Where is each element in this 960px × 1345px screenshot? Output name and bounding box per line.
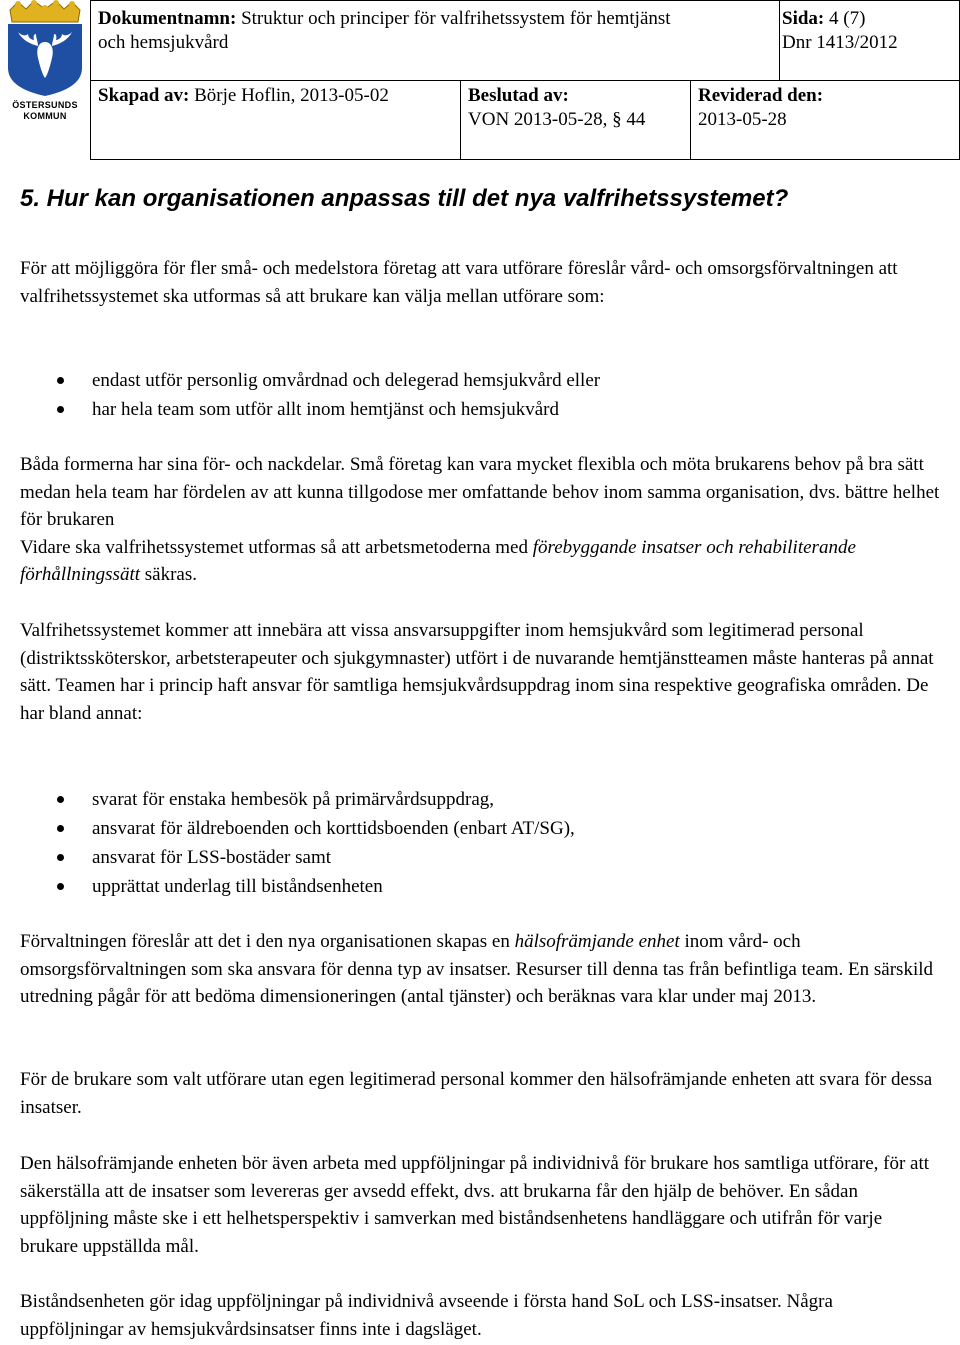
doc-name-label: Dokumentnamn:: [98, 8, 237, 29]
list-item: [20, 395, 940, 424]
para2-text-c: säkras.: [144, 564, 197, 585]
para2-text-a: Båda formerna har sina för- och nackdelar. Små företag kan vara mycket flexibla och möta brukarens behov på bra sätt medan hela team har fördelen av att kunna tillgodose mer omfattande behov inom samma organisation, dvs. bättre helhet för brukaren: [20, 454, 940, 530]
bullet-icon: [57, 406, 64, 413]
para4-text-b: inom vård- och omsorgsförvaltningen som ska ansvara för denna typ av insatser. Resurser till denna tas från befintliga team. En särskild utredning pågår för att bedöma dimensioneringen (antal tjänster) och beräknas vara klar under maj 2013.: [20, 931, 934, 1007]
health-unit-paragraph: [20, 928, 940, 1011]
created-value: Börje Hoflin, 2013-05-02: [194, 85, 389, 106]
dnr-value: Dnr 1413/2012: [782, 32, 898, 53]
bullet-icon: [57, 883, 64, 890]
page-cell: [782, 7, 956, 55]
bistand-paragraph: Biståndsenheten gör idag uppföljningar på individnivå avseende i första hand SoL och LSS-insatser. Några uppföljningar av hemsjukvårdsinsatser finns inte i dagsläget.: [20, 1291, 833, 1340]
list-item: [20, 872, 940, 901]
doc-name-cell: [98, 7, 774, 55]
intro-paragraph: För att möjliggöra för fler små- och medelstora företag att vara utförare föreslår vård- och omsorgsförvaltningen att valfrihetssystemet ska utformas så att brukare kan välja mellan utförare som:: [20, 258, 898, 307]
follow-up-paragraph: Den hälsofrämjande enheten bör även arbeta med uppföljningar på individnivå för brukare hos samtliga utförare, för att säkerställa att de insatser som levereras ger avsedd effekt, dvs. att brukarna får den hjälp de behöver. En sådan uppföljning måste ske i ett helhetsperspektiv i samverkan med biståndsenhetens handläggare och utifrån för varje brukare uppställda mål.: [20, 1153, 930, 1257]
doc-name-value-line2: och hemsjukvård: [98, 32, 229, 53]
brukare-paragraph: För de brukare som valt utförare utan egen legitimerad personal kommer den hälsofrämjande enheten att svara för dessa insatser.: [20, 1069, 933, 1118]
responsibility-paragraph: Valfrihetssystemet kommer att innebära att vissa ansvarsuppgifter inom hemsjukvård som legitimerad personal (distriktssköterskor, arbetsterapeuter och sjukgymnaster) utfört i de nuvarande hemtjänstteamen måste hanteras på annat sätt. Teamen har i princip haft ansvar för samtliga hemsjukvårdsuppdrag inom sina respektive geografiska områden. De har bland annat:: [20, 620, 934, 724]
list-item: [20, 785, 940, 814]
revised-value: 2013-05-28: [698, 109, 787, 130]
logo-text-line1: ÖSTERSUNDS: [12, 100, 78, 110]
created-cell: [98, 84, 458, 108]
section-heading: 5. Hur kan organisationen anpassas till det nya valfrihetssystemet?: [20, 185, 789, 212]
list-item-text: endast utför personlig omvårdnad och delegerad hemsjukvård eller: [92, 370, 601, 391]
bullet-icon: [57, 377, 64, 384]
doc-name-value-line1: Struktur och principer för valfrihetssystem för hemtjänst: [241, 8, 671, 29]
list-item: [20, 843, 940, 872]
para2-text-b: Vidare ska valfrihetssystemet utformas så att arbetsmetoderna med: [20, 536, 528, 558]
bullet-icon: [57, 854, 64, 861]
list-item-text: svarat för enstaka hembesök på primärvårdsuppdrag,: [92, 789, 495, 810]
para2-italic: förebyggande insatser och rehabiliterande förhållningssätt: [20, 536, 856, 585]
decided-label: Beslutad av:: [468, 85, 569, 106]
list-item-text: ansvarat för äldreboenden och korttidsboenden (enbart AT/SG),: [92, 818, 575, 839]
coat-of-arms-icon: [0, 0, 90, 160]
team-duties-list: [20, 785, 940, 901]
logo-text-line2: KOMMUN: [23, 111, 67, 121]
list-item-text: har hela team som utför allt inom hemtjänst och hemsjukvård: [92, 399, 559, 420]
decided-value: VON 2013-05-28, § 44: [468, 109, 646, 130]
pros-cons-paragraph: [20, 451, 940, 589]
list-item: [20, 366, 940, 395]
utforare-options-list: [20, 366, 940, 424]
bullet-icon: [57, 796, 64, 803]
page-value: 4 (7): [829, 8, 866, 29]
bullet-icon: [57, 825, 64, 832]
list-item-text: upprättat underlag till biståndsenheten: [92, 876, 383, 897]
created-label: Skapad av:: [98, 85, 190, 106]
document-header: [0, 0, 960, 160]
page-label: Sida:: [782, 8, 825, 29]
list-item: [20, 814, 940, 843]
para4-italic: hälsofrämjande enhet: [514, 931, 680, 952]
list-item-text: ansvarat för LSS-bostäder samt: [92, 847, 332, 868]
para4-text-a: Förvaltningen föreslår att det i den nya organisationen skapas en: [20, 931, 510, 952]
decided-cell: [468, 84, 688, 132]
revised-cell: [698, 84, 956, 132]
logo-text: [2, 100, 88, 122]
revised-label: Reviderad den:: [698, 85, 824, 106]
municipality-logo: [0, 0, 90, 160]
